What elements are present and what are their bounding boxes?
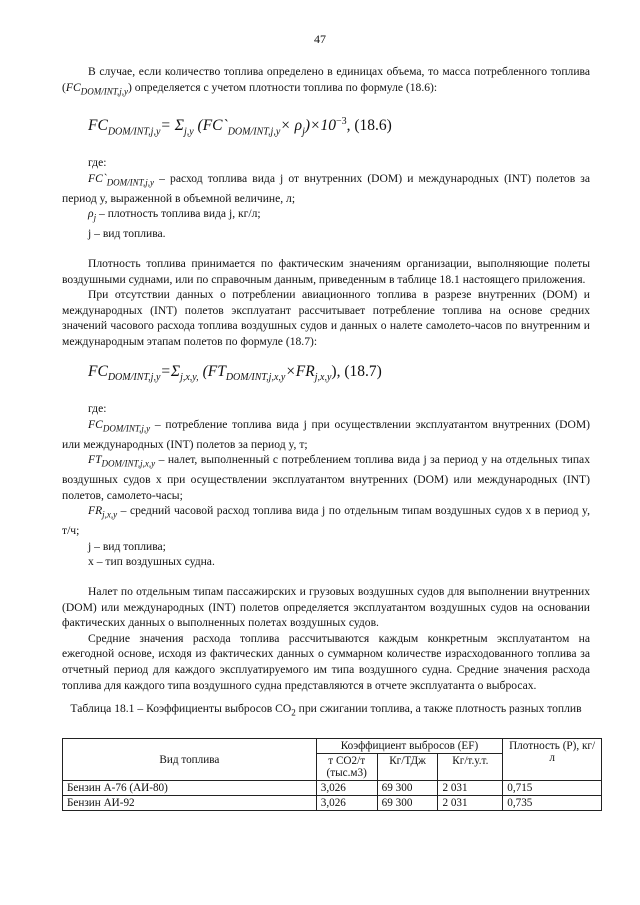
- where-label-1: где:: [88, 156, 107, 170]
- definition-fr: $FR_{j,x,y}$ – средний часовой расход топлива вида j по отдельным типам воздушных судов x в период y, т/ч;: [62, 504, 590, 538]
- header-density: Плотность (P), кг/л: [503, 739, 602, 781]
- definition-j: j – вид топлива.: [88, 227, 166, 241]
- cell-ef-kg-tj: 69 300: [377, 796, 438, 811]
- document-body: [62, 64, 590, 721]
- cell-density: 0,715: [503, 781, 602, 796]
- definition-j-2: j – вид топлива;: [88, 539, 166, 553]
- table-row: [63, 796, 602, 811]
- paragraph-5: Средние значения расхода топлива рассчитываются каждым конкретным эксплуатантом на ежегодной основе, исходя из фактических данных о суммарном количестве израсходованного топлива за отчетный период для каждого эксплуатируемого им типа воздушного судна. Средние значения расхода топлива для каждого типа воздушного судна представляются в отчете эксплуатанта о выбросах.: [62, 631, 590, 692]
- page-number: 47: [314, 32, 326, 46]
- header-unit-kg-tut: Кг/т.у.т.: [438, 754, 503, 781]
- formula-18-6: $FC_{DOM/INT,j,y}= \Sigma_{j,y}$ $(FC`_{DOM/INT,j,y}\times \rho_j)\times 10^{-3}$, (18.6): [88, 115, 392, 137]
- table-title: Таблица 18.1 – Коэффициенты выбросов $CO_2$ при сжигании топлива, а также плотность разных топлив: [70, 702, 582, 718]
- paragraph-2: Плотность топлива принимается по фактическим значениям организации, выполняющие полеты воздушными суднами, или по справочным данным, приведенным в таблице 18.1 настоящего приложения.: [62, 256, 590, 286]
- paragraph-3: При отсутствии данных о потреблении авиационного топлива в разрезе внутренних (DOM) и международных (INT) полетов эксплуатант рассчитывает потребление топлива на основе средних значений часового расхода топлива воздушных судов и данных о налете самолето-часов по внутренним и международным этапам полетов по формуле (18.7):: [62, 288, 590, 348]
- cell-ef-kg-tj: 69 300: [377, 781, 438, 796]
- cell-density: 0,735: [503, 796, 602, 811]
- formula-18-7: $FC_{DOM/INT,j,y}=\Sigma_{j,x,y,}$ $(FT_{DOM/INT,j,x,y}\times FR_{j,x,y})$, (18.7): [88, 362, 382, 383]
- definition-ft: $FT_{DOM/INT,j,x,y}$ – налет, выполненный с потреблением топлива вида j за период y на отдельных типах воздушных судов x при осуществлении эксплуатантом внутренних (DOM) или международных (INT) полетов, самолето-часы;: [62, 453, 590, 502]
- definition-fc: $FC_{DOM/INT,j,y}$ – потребление топлива вида j при осуществлении эксплуатантом внутренних (DOM) или международных (INT) полетов за период y, т;: [62, 417, 590, 451]
- cell-ef-t: 3,026: [316, 781, 377, 796]
- header-emission-factor: Коэффициент выбросов (EF): [316, 739, 503, 754]
- emission-factors-table: [62, 738, 602, 811]
- cell-ef-kg-tut: 2 031: [438, 781, 503, 796]
- table-row: [63, 781, 602, 796]
- definition-x: x – тип воздушных судна.: [88, 555, 215, 569]
- paragraph-1: В случае, если количество топлива определено в единицах объема, то масса потребленного топлива $(FC_{DOM/INT,j,y})$ определяется с учетом плотности топлива по формуле (18.6):: [62, 65, 590, 96]
- cell-ef-kg-tut: 2 031: [438, 796, 503, 811]
- paragraph-4: Налет по отдельным типам пассажирских и грузовых воздушных судов для выполнении внутренних (DOM) или международных (INT) полетов определяется эксплуатантом воздушных судов на основании фактических данных о выполненных полетах воздушных судов.: [62, 585, 590, 630]
- header-fuel: Вид топлива: [63, 739, 317, 781]
- where-label-2: где:: [88, 402, 107, 416]
- cell-fuel: Бензин А-76 (АИ-80): [63, 781, 317, 796]
- definition-fc-volume: $FC`_{DOM/INT,j,y}$ – расход топлива вида j от внутренних (DOM) и международных (INT) полетов за период y, выраженной в объемной величине, л;: [62, 171, 590, 205]
- cell-ef-t: 3,026: [316, 796, 377, 811]
- definition-rho: $\rho_j$ – плотность топлива вида j, кг/л;: [88, 207, 261, 223]
- header-unit-t: т CO2/т (тыс.м3): [316, 754, 377, 781]
- cell-fuel: Бензин АИ-92: [63, 796, 317, 811]
- header-unit-kg-tj: Кг/ТДж: [377, 754, 438, 781]
